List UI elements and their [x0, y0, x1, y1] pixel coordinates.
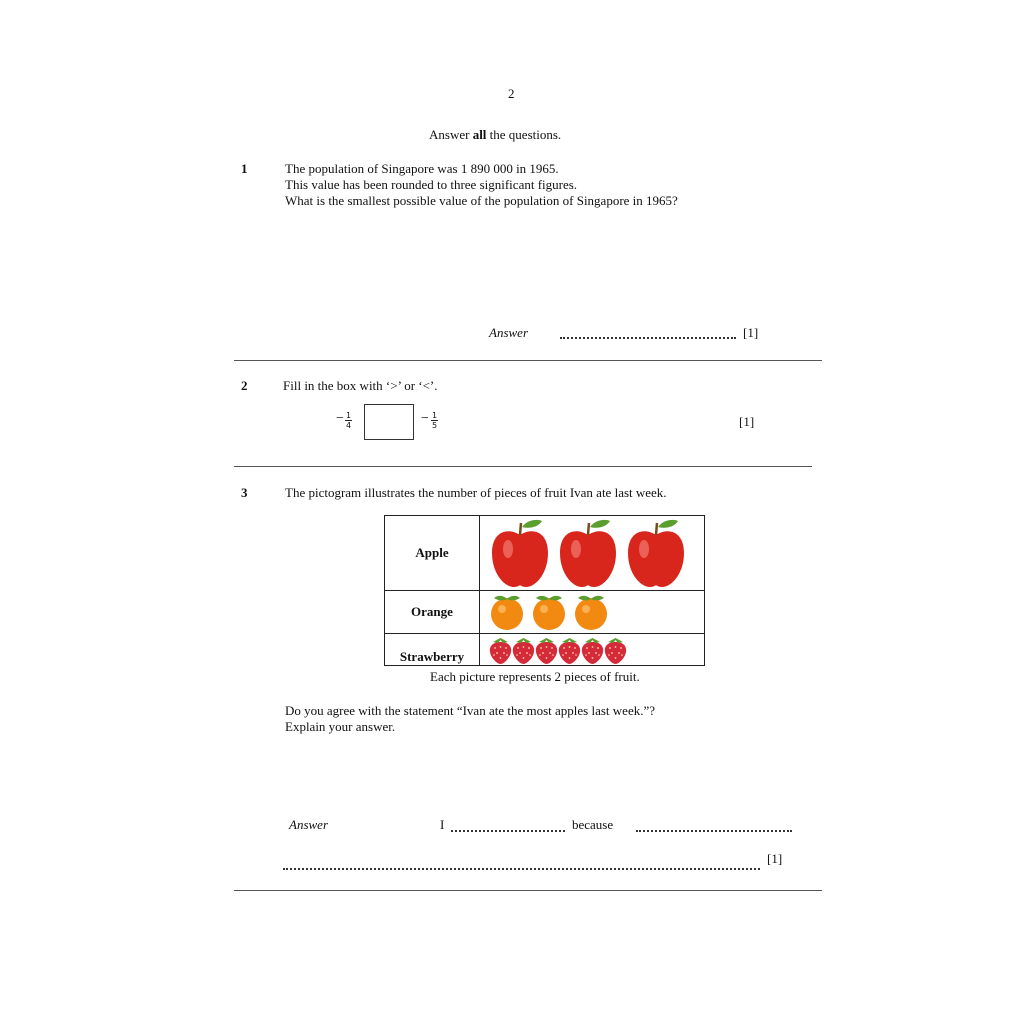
right-fraction-numerator: 1 — [432, 411, 438, 420]
pictogram-key: Each picture represents 2 pieces of fruit. — [430, 669, 640, 684]
q1-line: This value has been rounded to three significant figures. — [285, 177, 578, 192]
pictogram — [384, 515, 705, 666]
q2-marks: [1] — [739, 414, 755, 429]
divider — [234, 890, 822, 891]
orange-icon — [530, 593, 568, 631]
q1-answer-field[interactable] — [560, 337, 736, 339]
reason-field[interactable] — [636, 830, 792, 832]
q1-text — [285, 161, 678, 209]
pictogram-label: Orange — [385, 591, 480, 634]
pictogram-label: Apple — [385, 516, 480, 591]
pictogram-icons — [480, 591, 705, 634]
divider — [234, 466, 812, 467]
pictogram-row-orange — [385, 591, 705, 634]
q3-answer-label: Answer — [289, 817, 328, 832]
pictogram-row-strawberry — [385, 634, 705, 666]
apple-icon — [624, 517, 688, 589]
q1-line: The population of Singapore was 1 890 000 in 1965. — [285, 161, 559, 176]
q3-question-line: Explain your answer. — [285, 719, 396, 734]
q2-number: 2 — [241, 378, 248, 393]
instruction-prefix: Answer — [429, 127, 473, 142]
reason-field-line2[interactable] — [283, 868, 760, 870]
right-fraction-denominator: 5 — [432, 421, 438, 430]
orange-icon — [572, 593, 610, 631]
left-fraction — [345, 411, 352, 430]
pictogram-icons — [480, 634, 705, 666]
page-number: 2 — [508, 86, 515, 101]
strawberry-icon — [557, 635, 582, 665]
instruction-suffix: the questions. — [486, 127, 562, 142]
right-fraction-sign: − — [421, 411, 429, 426]
q1-number: 1 — [241, 161, 248, 176]
pictogram-icons — [480, 516, 705, 591]
pictogram-label: Strawberry — [385, 634, 480, 666]
strawberry-icon — [580, 635, 605, 665]
instruction-bold: all — [472, 127, 487, 142]
pictogram-row-apple — [385, 516, 705, 591]
q1-line: What is the smallest possible value of the population of Singapore in 1965? — [285, 193, 678, 208]
q3-answer-i: I — [440, 817, 445, 832]
left-fraction-sign: − — [336, 411, 344, 426]
comparison-box[interactable] — [364, 404, 414, 440]
orange-icon — [488, 593, 526, 631]
strawberry-icon — [603, 635, 628, 665]
q2-text: Fill in the box with ‘>’ or ‘<’. — [283, 378, 438, 393]
strawberry-icon — [534, 635, 559, 665]
q3-number: 3 — [241, 485, 248, 500]
divider — [234, 360, 822, 361]
strawberry-icon — [488, 635, 513, 665]
q3-text: The pictogram illustrates the number of pieces of fruit Ivan ate last week. — [285, 485, 667, 500]
q3-marks: [1] — [767, 851, 783, 866]
left-fraction-denominator: 4 — [346, 421, 352, 430]
agree-field[interactable] — [451, 830, 565, 832]
instruction — [429, 127, 561, 143]
q3-question-line: Do you agree with the statement “Ivan ate the most apples last week.”? — [285, 703, 656, 718]
q3-question — [285, 703, 655, 735]
q1-marks: [1] — [743, 325, 759, 340]
strawberry-icon — [511, 635, 536, 665]
q1-answer-label: Answer — [489, 325, 528, 340]
because-label: because — [572, 817, 614, 832]
apple-icon — [488, 517, 552, 589]
right-fraction — [431, 411, 438, 430]
left-fraction-numerator: 1 — [346, 411, 352, 420]
apple-icon — [556, 517, 620, 589]
